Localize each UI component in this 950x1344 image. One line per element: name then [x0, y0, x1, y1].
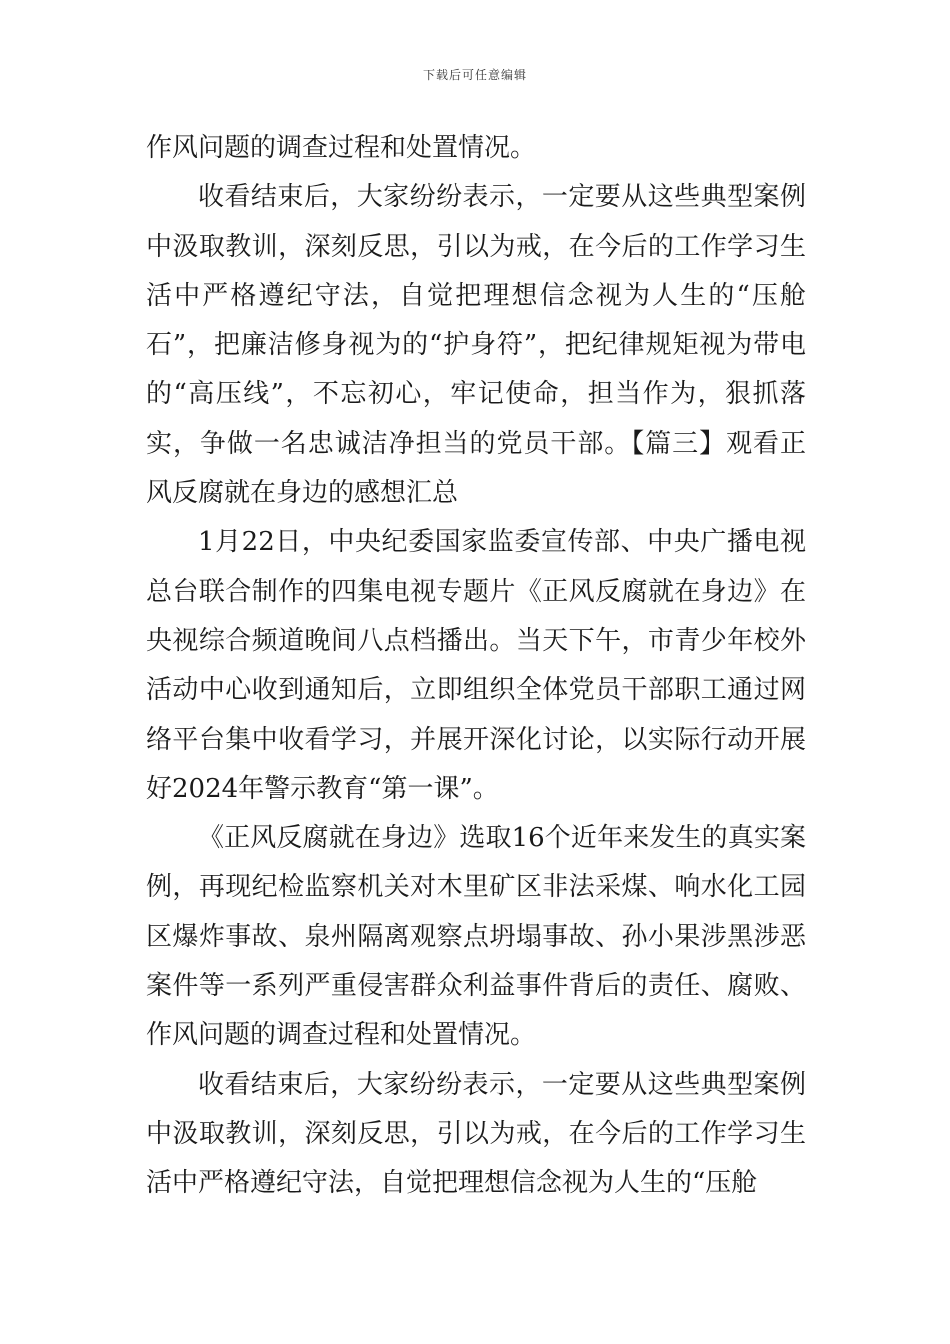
paragraph-5: 收看结束后，大家纷纷表示，一定要从这些典型案例中汲取教训，深刻反思，引以为戒，在今后的工作学习生活中严格遵纪守法，自觉把理想信念视为人生的“压舱 — [146, 1069, 806, 1199]
paragraph-3: 1月22日，中央纪委国家监委宣传部、中央广播电视总台联合制作的四集电视专题片《正风反腐就在身边》在央视综合频道晚间八点档播出。当天下午，市青少年校外活动中心收到通知后，立即组织全体党员干部职工通过网络平台集中收看学习，并展开深化讨论，以实际行动开展好2024年警示教育“第一课”。 — [146, 527, 806, 804]
paragraph-2: 收看结束后，大家纷纷表示，一定要从这些典型案例中汲取教训，深刻反思，引以为戒，在今后的工作学习生活中严格遵纪守法，自觉把理想信念视为人生的“压舱石”，把廉洁修身视为的“护身符”，把纪律规矩视为带电的“高压线”，不忘初心，牢记使命，担当作为，狠抓落实，争做一名忠诚洁净担当的党员干部。【篇三】观看正风反腐就在身边的感想汇总 — [146, 182, 806, 509]
paragraph-1: 作风问题的调查过程和处置情况。 — [146, 133, 537, 163]
page-header: 下载后可任意编辑 — [422, 68, 527, 82]
paragraph-4: 《正风反腐就在身边》选取16个近年来发生的真实案例，再现纪检监察机关对木里矿区非法采煤、响水化工园区爆炸事故、泉州隔离观察点坍塌事故、孙小果涉黑涉恶案件等一系列严重侵害群众利益事件背后的责任、腐败、作风问题的调查过程和处置情况。 — [146, 823, 806, 1051]
document-body — [146, 124, 806, 1209]
